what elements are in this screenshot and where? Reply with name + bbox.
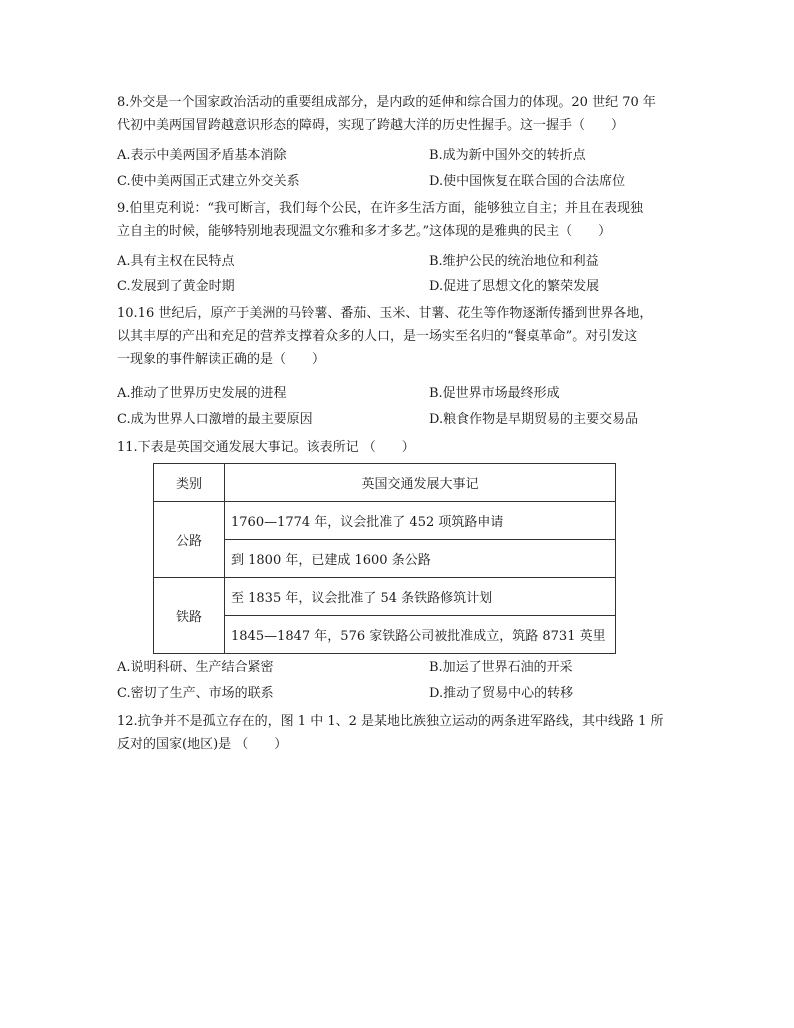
option-b: B.成为新中国外交的转折点 [429, 148, 586, 163]
table-entry-cell: 至 1835 年，议会批准了 54 条铁路修筑计划 [225, 578, 616, 616]
question-text-line: 立自主的时候，能够特别地表现温文尔雅和多才多艺。”这体现的是雅典的民主（ ） [117, 224, 612, 239]
table-entry-cell: 到 1800 年，已建成 1600 条公路 [225, 540, 616, 578]
option-a: A.说明科研、生产结合紧密 [117, 660, 274, 675]
table-header-row [154, 464, 616, 502]
option-a: A.表示中美两国矛盾基本消除 [117, 148, 287, 163]
question-text-line: 10.16 世纪后，原产于美洲的马铃薯、番茄、玉米、甘薯、花生等作物逐渐传播到世界各地， [117, 306, 653, 321]
question-text-line: 11.下表是英国交通发展大事记。该表所记 （ ） [117, 440, 415, 455]
table-category-cell: 公路 [154, 502, 225, 578]
table-entry-cell: 1845—1847 年，576 家铁路公司被批准成立，筑路 8731 英里 [225, 616, 616, 654]
table-row [154, 502, 616, 540]
question-text-line: 以其丰厚的产出和充足的营养支撑着众多的人口，是一场实至名归的“餐桌革命”。对引发这 [117, 329, 638, 344]
option-c: C.密切了生产、市场的联系 [117, 686, 274, 701]
option-c: C.成为世界人口激增的最主要原因 [117, 412, 313, 427]
option-b: B.促世界市场最终形成 [429, 386, 560, 401]
question-text-line: 8.外交是一个国家政治活动的重要组成部分，是内政的延伸和综合国力的体现。20 世纪 70 年 [117, 95, 656, 110]
option-b: B.维护公民的统治地位和利益 [429, 254, 599, 269]
transport-events-table [153, 463, 616, 654]
table-row [154, 578, 616, 616]
option-c: C.发展到了黄金时期 [117, 279, 235, 294]
question-9-stem [117, 197, 682, 243]
question-text-line: 一现象的事件解读正确的是（ ） [117, 352, 326, 367]
table-entry-cell: 1760—1774 年，议会批准了 452 项筑路申请 [225, 502, 616, 540]
option-a: A.具有主权在民特点 [117, 254, 235, 269]
option-b: B.加运了世界石油的开采 [429, 660, 573, 675]
question-8-stem [117, 91, 682, 137]
question-text-line: 12.抗争并不是孤立存在的，图 1 中 1、2 是某地比族独立运动的两条进军路线，其中线路 1 所 [117, 714, 664, 729]
table-header-events: 英国交通发展大事记 [225, 464, 616, 502]
option-d: D.推动了贸易中心的转移 [429, 686, 574, 701]
option-a: A.推动了世界历史发展的进程 [117, 386, 287, 401]
option-d: D.使中国恢复在联合国的合法席位 [429, 174, 626, 189]
question-text-line: 9.伯里克利说：“我可断言，我们每个公民，在许多生活方面，能够独立自主；并且在表现独 [117, 201, 644, 216]
table-category-cell: 铁路 [154, 578, 225, 654]
table-header-category: 类别 [154, 464, 225, 502]
question-text-line: 反对的国家(地区)是 （ ） [117, 737, 288, 752]
option-d: D.粮食作物是早期贸易的主要交易品 [429, 412, 639, 427]
question-12-stem [117, 710, 682, 756]
question-11-stem [117, 436, 682, 459]
option-d: D.促进了思想文化的繁荣发展 [429, 279, 600, 294]
option-c: C.使中美两国正式建立外交关系 [117, 174, 300, 189]
question-10-stem [117, 302, 682, 371]
question-text-line: 代初中美两国冒跨越意识形态的障碍，实现了跨越大洋的历史性握手。这一握手（ ） [117, 118, 625, 133]
